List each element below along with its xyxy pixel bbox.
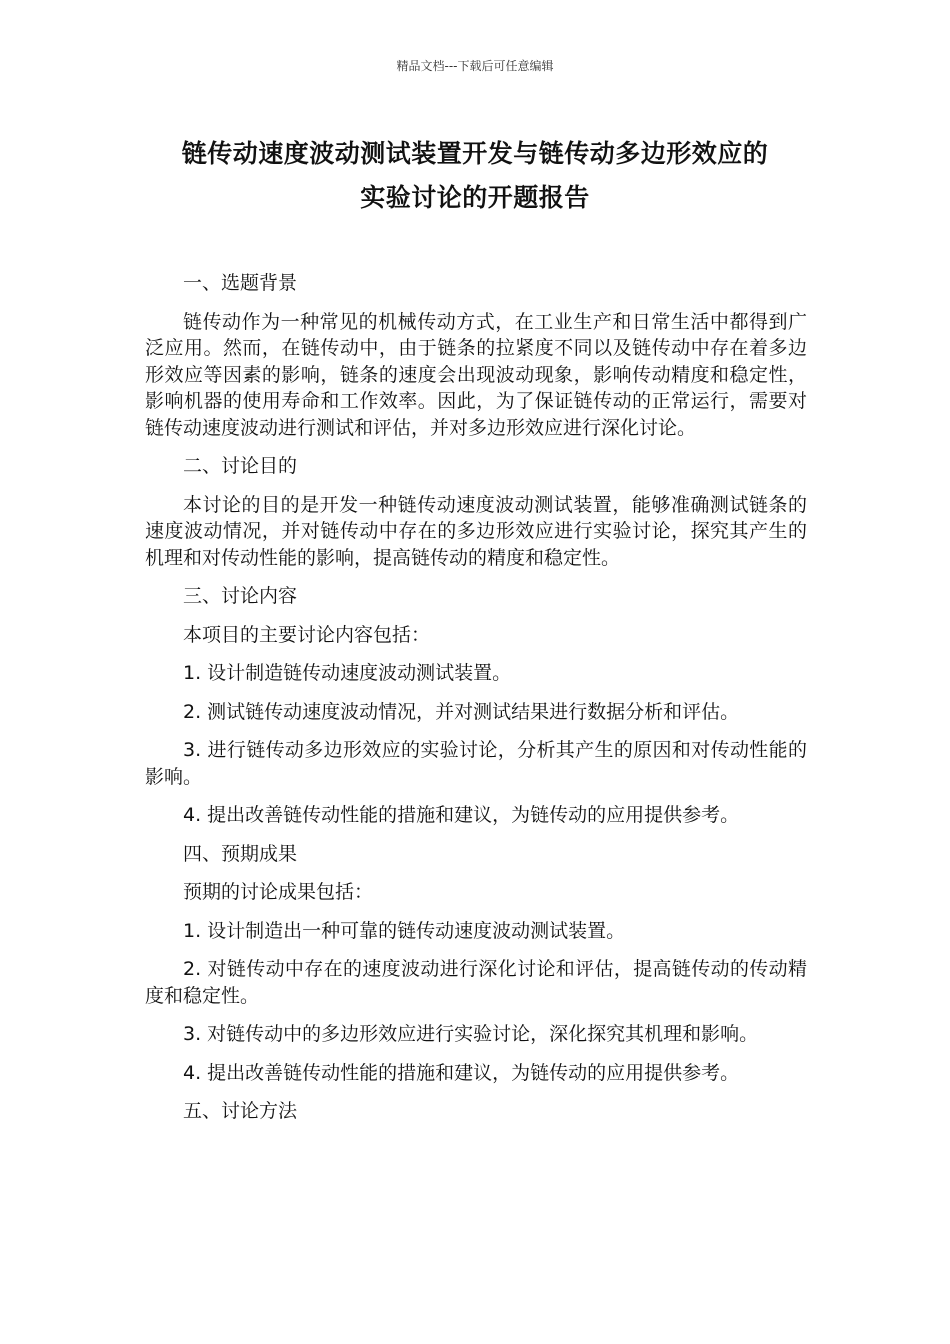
section-heading-results: 四、预期成果 [183, 842, 298, 865]
document-body [145, 270, 807, 1137]
paragraph-content-intro: 本项目的主要讨论内容包括： [183, 623, 431, 646]
paragraph-background: 链传动作为一种常见的机械传动方式，在工业生产和日常生活中都得到广泛应用。然而，在链传动中，由于链条的拉紧度不同以及链传动中存在着多边形效应等因素的影响，链条的速度会出现波动现象，影响传动精度和稳定性，影响机器的使用寿命和工作效率。因此，为了保证链传动的正常运行，需要对链传动速度波动进行测试和评估，并对多边形效应进行深化讨论。 [145, 310, 807, 439]
title-line-2: 实验讨论的开题报告 [360, 183, 590, 212]
title-line-1: 链传动速度波动测试装置开发与链传动多边形效应的 [181, 139, 769, 168]
list-item-content-4: 4. 提出改善链传动性能的措施和建议，为链传动的应用提供参考。 [183, 804, 740, 826]
list-item-content-2: 2. 测试链传动速度波动情况，并对测试结果进行数据分析和评估。 [183, 700, 740, 723]
document-title [130, 132, 820, 220]
list-item-content-1: 1. 设计制造链传动速度波动测试装置。 [183, 662, 512, 684]
section-heading-content: 三、讨论内容 [183, 585, 298, 607]
section-heading-methods: 五、讨论方法 [183, 1100, 298, 1122]
list-item-results-1: 1. 设计制造出一种可靠的链传动速度波动测试装置。 [183, 919, 626, 942]
list-item-results-4: 4. 提出改善链传动性能的措施和建议，为链传动的应用提供参考。 [183, 1061, 740, 1084]
list-item-content-3: 3. 进行链传动多边形效应的实验讨论，分析其产生的原因和对传动性能的影响。 [145, 739, 807, 788]
section-heading-background: 一、选题背景 [183, 272, 298, 294]
header-note: 精品文档---下载后可任意编辑 [396, 59, 554, 73]
paragraph-results-intro: 预期的讨论成果包括： [183, 881, 374, 903]
paragraph-purpose: 本讨论的目的是开发一种链传动速度波动测试装置，能够准确测试链条的速度波动情况，并对链传动中存在的多边形效应进行实验讨论，探究其产生的机理和对传动性能的影响，提高链传动的精度和稳定性。 [145, 493, 807, 569]
list-item-results-2: 2. 对链传动中存在的速度波动进行深化讨论和评估，提高链传动的传动精度和稳定性。 [145, 958, 807, 1007]
section-heading-purpose: 二、讨论目的 [183, 455, 298, 477]
list-item-results-3: 3. 对链传动中的多边形效应进行实验讨论，深化探究其机理和影响。 [183, 1023, 759, 1045]
